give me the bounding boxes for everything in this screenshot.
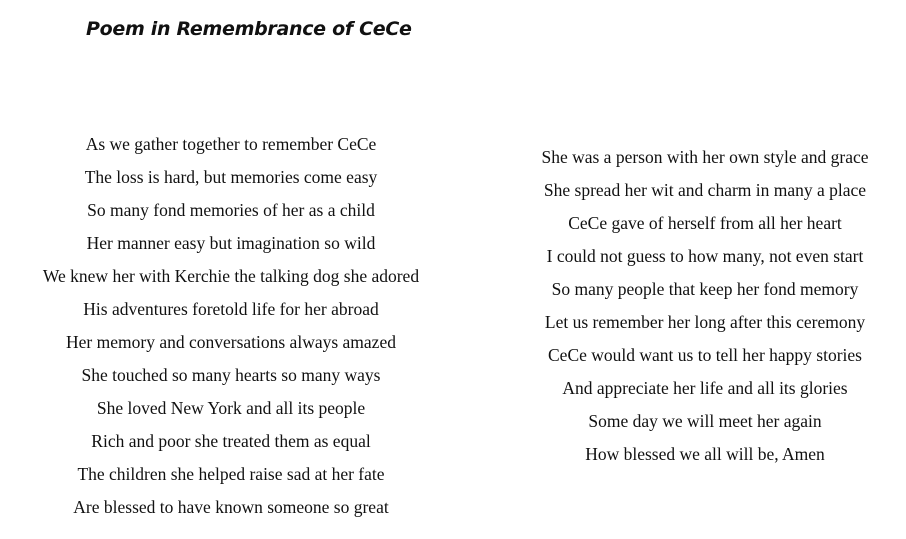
poem-line: I could not guess to how many, not even start xyxy=(546,246,864,266)
left-stanza xyxy=(0,128,462,524)
poem-line: Rich and poor she treated them as equal xyxy=(91,431,371,451)
poem-line: Let us remember her long after this ceremony xyxy=(544,312,866,332)
poem-line: She spread her wit and charm in many a place xyxy=(543,180,867,200)
poem-line: CeCe would want us to tell her happy stories xyxy=(548,345,862,365)
poem-line: So many fond memories of her as a child xyxy=(87,200,375,220)
poem-line: The loss is hard, but memories come easy xyxy=(84,167,378,187)
poem-line: Some day we will meet her again xyxy=(588,411,822,431)
right-stanza xyxy=(474,141,906,471)
poem-line: We knew her with Kerchie the talking dog she adored xyxy=(42,266,420,286)
poem-line: She touched so many hearts so many ways xyxy=(81,365,381,385)
poem-line: Her manner easy but imagination so wild xyxy=(86,233,376,253)
poem-line: Her memory and conversations always amazed xyxy=(66,332,396,352)
poem-line: So many people that keep her fond memory xyxy=(551,279,859,299)
poem-line: His adventures foretold life for her abroad xyxy=(83,299,379,319)
poem-line: How blessed we all will be, Amen xyxy=(585,444,825,464)
poem-line: As we gather together to remember CeCe xyxy=(85,134,377,154)
poem-line: She was a person with her own style and grace xyxy=(541,147,869,167)
poem-line: And appreciate her life and all its glories xyxy=(562,378,848,398)
poem-title: Poem in Remembrance of CeCe xyxy=(86,18,412,40)
poem-line: The children she helped raise sad at her fate xyxy=(77,464,385,484)
poem-line: Are blessed to have known someone so great xyxy=(73,497,389,517)
poem-line: She loved New York and all its people xyxy=(96,398,366,418)
poem-line: CeCe gave of herself from all her heart xyxy=(568,213,842,233)
